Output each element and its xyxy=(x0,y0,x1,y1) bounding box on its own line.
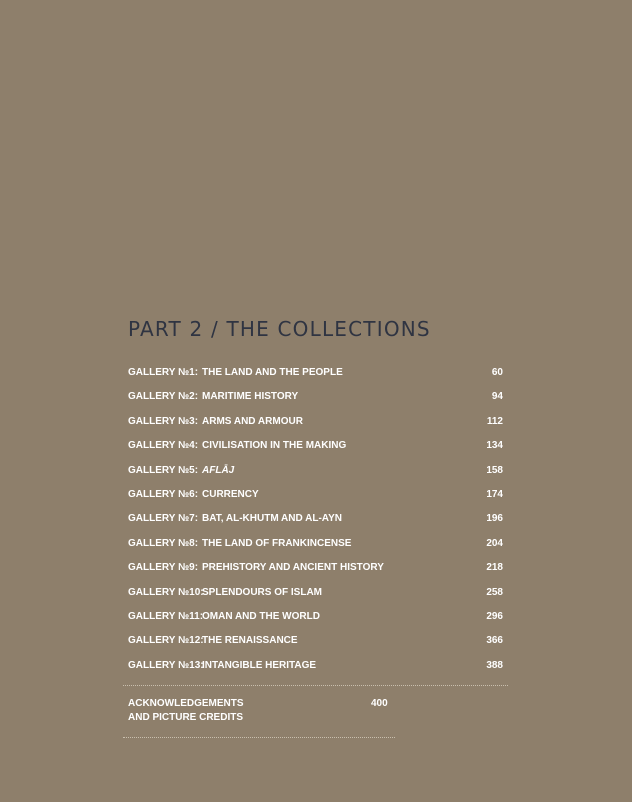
gallery-number: GALLERY №10: xyxy=(128,586,204,598)
page-number: 112 xyxy=(486,415,503,427)
acknowledgements-line: AND PICTURE CREDITS xyxy=(128,711,244,723)
acknowledgements-entry[interactable] xyxy=(128,697,244,724)
gallery-number: GALLERY №4: xyxy=(128,440,199,452)
gallery-title: CURRENCY xyxy=(202,488,259,500)
toc-row[interactable] xyxy=(128,365,503,389)
gallery-title: BAT, AL-KHUTM AND AL-AYN xyxy=(202,513,342,525)
page-number: 388 xyxy=(486,659,503,671)
page-number: 174 xyxy=(486,488,503,500)
toc-row[interactable] xyxy=(128,536,503,560)
section-heading: PART 2 / THE COLLECTIONS xyxy=(128,317,431,341)
page-number: 258 xyxy=(486,586,503,598)
gallery-number: GALLERY №13: xyxy=(128,659,204,671)
page-number: 94 xyxy=(491,391,503,403)
toc-row[interactable] xyxy=(128,585,503,609)
gallery-title: MARITIME HISTORY xyxy=(202,391,299,403)
gallery-number: GALLERY №1: xyxy=(128,367,199,378)
gallery-number: GALLERY №6: xyxy=(128,488,199,500)
gallery-title: AFLĀJ xyxy=(202,464,235,476)
toc-row[interactable] xyxy=(128,511,503,535)
gallery-title: INTANGIBLE HERITAGE xyxy=(202,659,317,671)
dotted-divider xyxy=(123,685,508,686)
page-number: 60 xyxy=(491,367,503,378)
gallery-number: GALLERY №5: xyxy=(128,464,199,476)
toc-row[interactable] xyxy=(128,609,503,633)
gallery-title: THE LAND OF FRANKINCENSE xyxy=(202,537,352,549)
gallery-number: GALLERY №2: xyxy=(128,391,199,403)
page-number: 296 xyxy=(486,610,503,622)
gallery-title: OMAN AND THE WORLD xyxy=(202,610,320,622)
page-number: 218 xyxy=(486,562,503,574)
toc-row[interactable] xyxy=(128,487,503,511)
acknowledgements-page-number: 400 xyxy=(371,698,388,709)
gallery-title: PREHISTORY AND ANCIENT HISTORY xyxy=(202,562,384,574)
acknowledgements-line: ACKNOWLEDGEMENTS xyxy=(128,698,244,709)
gallery-title: SPLENDOURS OF ISLAM xyxy=(202,586,323,598)
page-number: 196 xyxy=(486,513,503,525)
gallery-title: THE LAND AND THE PEOPLE xyxy=(202,367,343,378)
toc-row[interactable] xyxy=(128,389,503,413)
toc-row[interactable] xyxy=(128,414,503,438)
gallery-title: CIVILISATION IN THE MAKING xyxy=(202,440,347,452)
gallery-title: ARMS AND ARMOUR xyxy=(202,415,303,427)
toc-row[interactable] xyxy=(128,463,503,487)
gallery-number: GALLERY №11: xyxy=(128,610,204,622)
gallery-number: GALLERY №7: xyxy=(128,513,199,525)
gallery-number: GALLERY №3: xyxy=(128,415,199,427)
dotted-divider xyxy=(123,737,395,738)
toc-row[interactable] xyxy=(128,560,503,584)
table-of-contents xyxy=(128,365,503,682)
toc-row[interactable] xyxy=(128,633,503,657)
page-number: 158 xyxy=(486,464,503,476)
page-number: 134 xyxy=(486,440,503,452)
gallery-number: GALLERY №8: xyxy=(128,537,199,549)
page-number: 366 xyxy=(486,635,503,647)
page-number: 204 xyxy=(486,537,503,549)
toc-row[interactable] xyxy=(128,438,503,462)
gallery-number: GALLERY №12: xyxy=(128,635,204,647)
toc-row[interactable] xyxy=(128,658,503,682)
gallery-number: GALLERY №9: xyxy=(128,562,199,574)
gallery-title: THE RENAISSANCE xyxy=(202,635,298,647)
